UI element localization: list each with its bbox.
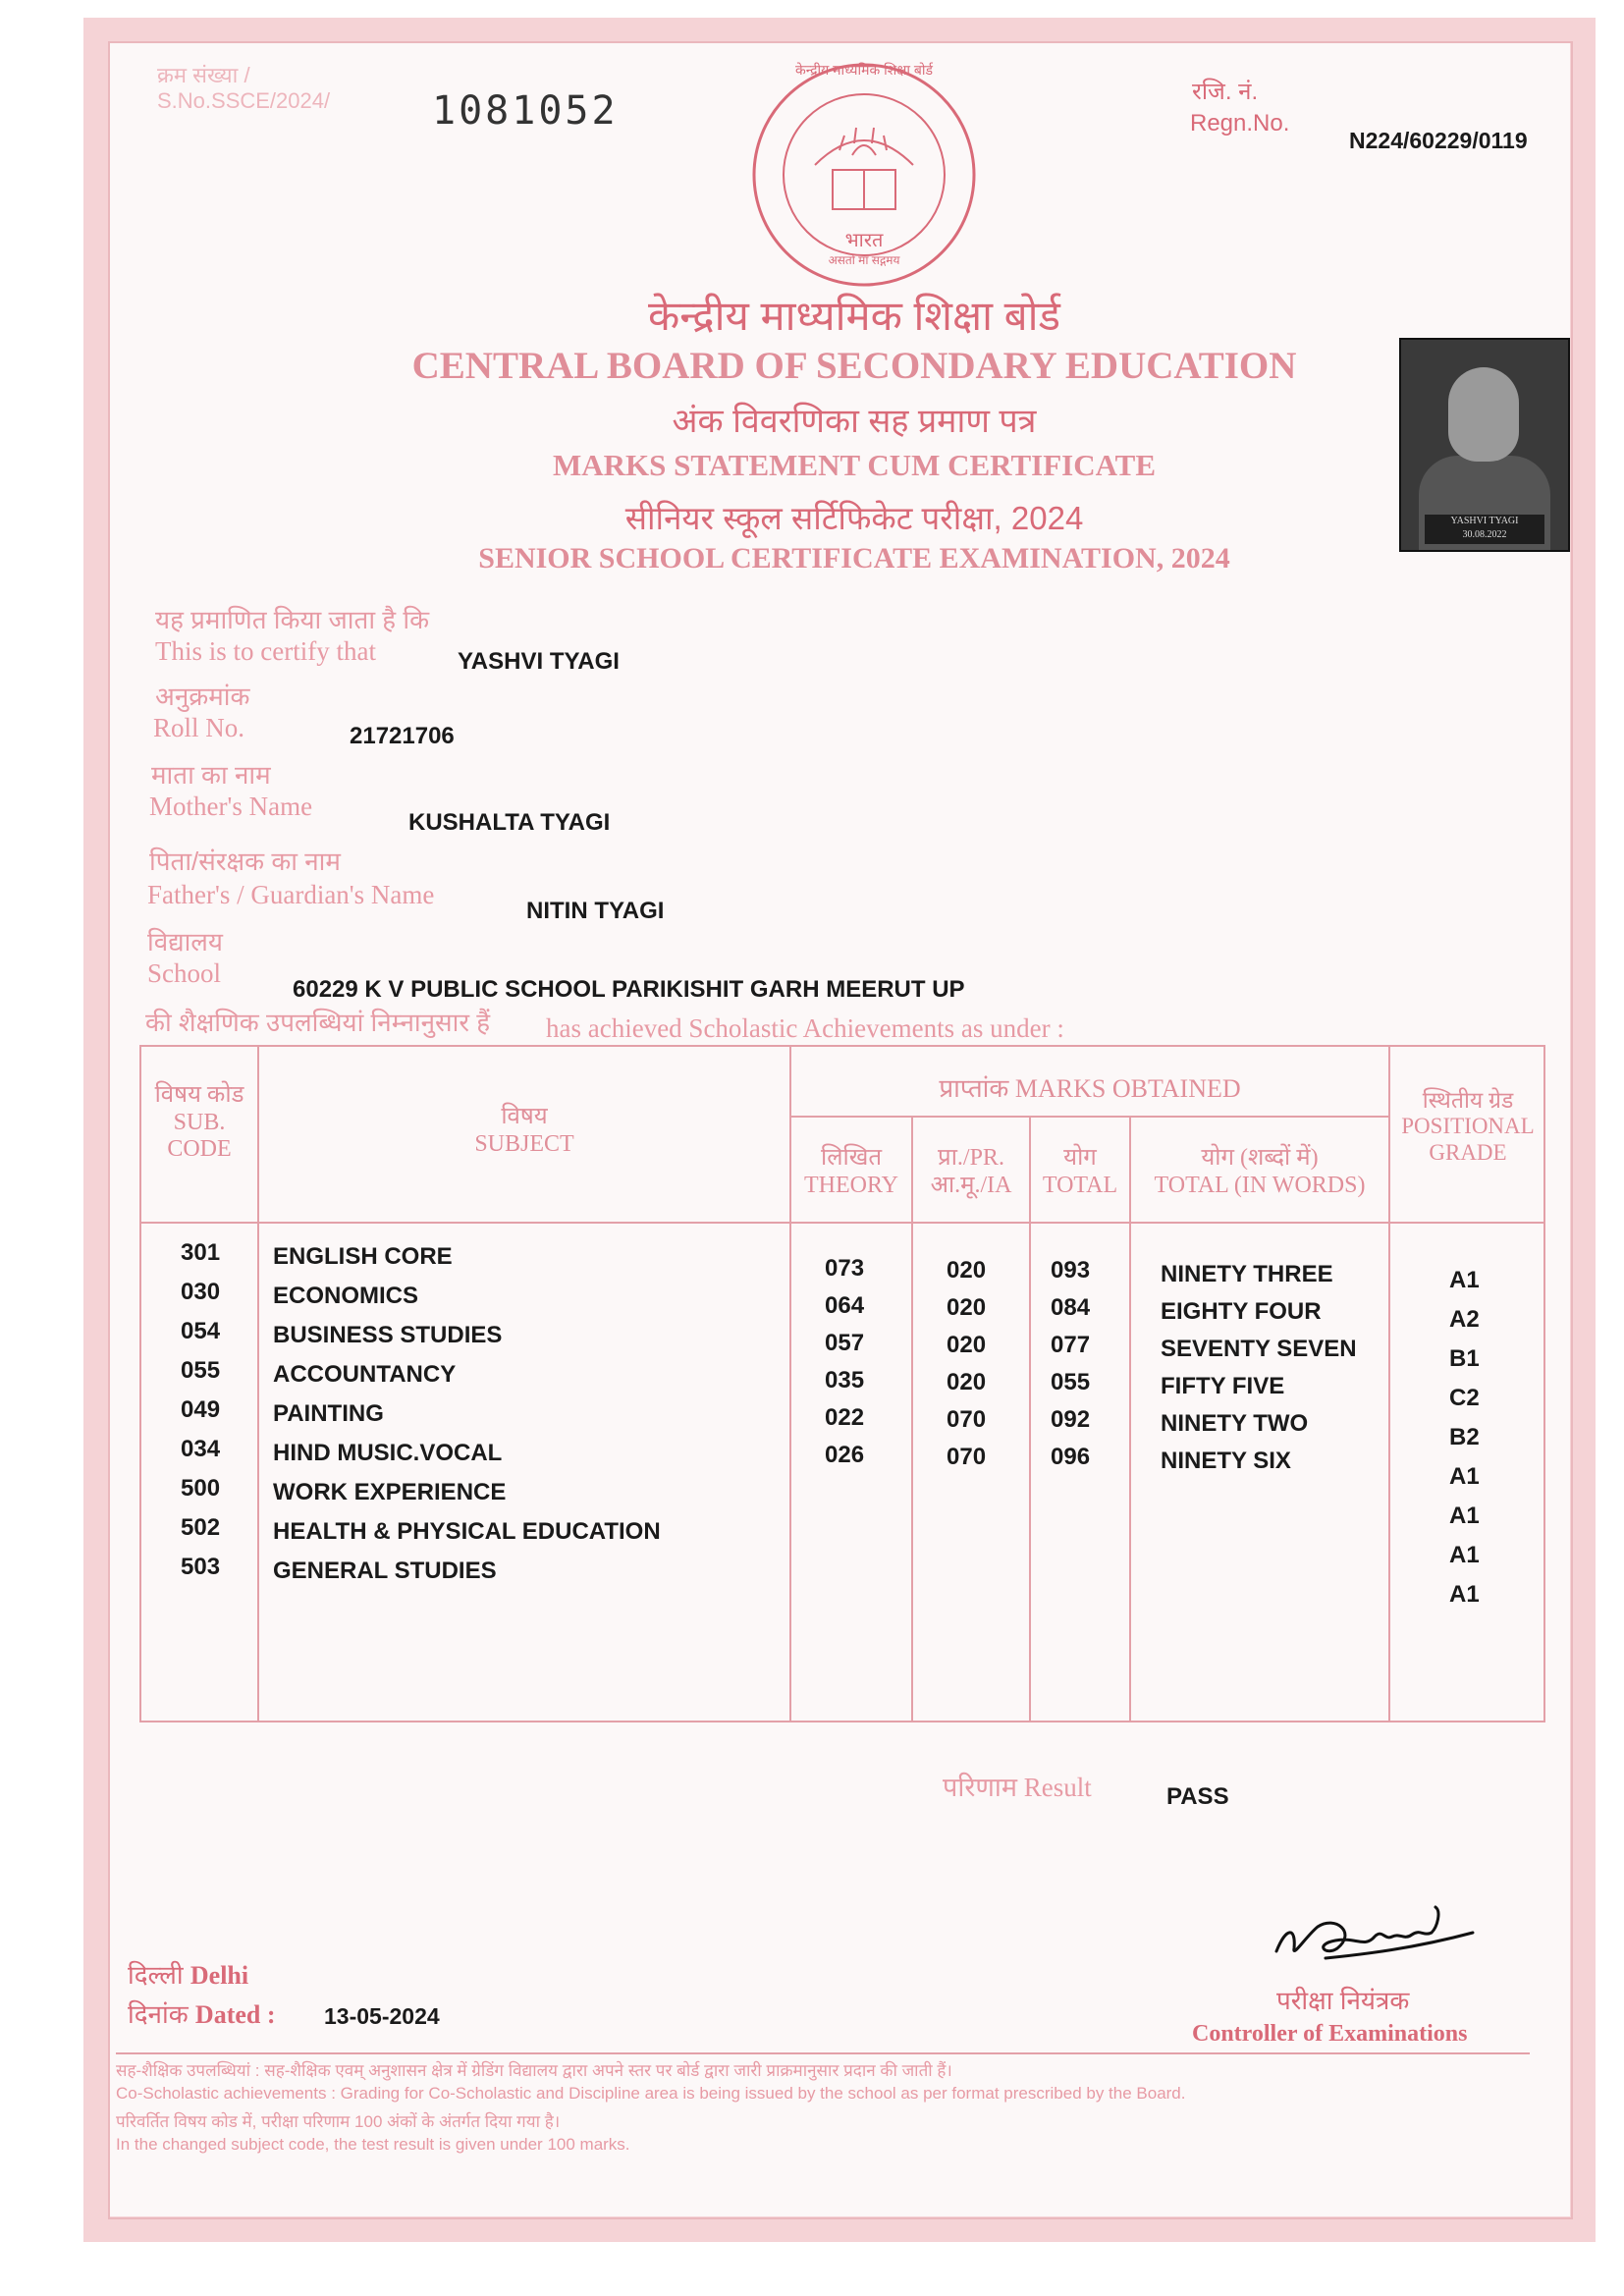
mother-name: KUSHALTA TYAGI (408, 809, 611, 836)
row-code-cell: 054 (181, 1318, 221, 1344)
row-pr-cell: 020 (947, 1369, 987, 1395)
serial-label: क्रम संख्या / S.No.SSCE/2024/ (157, 63, 331, 113)
controller-label-en: Controller of Examinations (1192, 2021, 1468, 2047)
photo-face-shape (1448, 367, 1519, 462)
row-subject-cell: WORK EXPERIENCE (273, 1479, 507, 1505)
seal-arc-text: केन्द्रीय माध्यमिक शिक्षा बोर्ड (795, 62, 933, 78)
row-code-cell: 500 (181, 1475, 221, 1502)
father-name: NITIN TYAGI (526, 898, 665, 924)
row-code-cell: 034 (181, 1436, 221, 1462)
row-subject-cell: GENERAL STUDIES (273, 1558, 497, 1584)
board-title-en: CENTRAL BOARD OF SECONDARY EDUCATION (411, 345, 1297, 387)
cbse-seal-logo (746, 57, 982, 293)
row-code-cell: 049 (181, 1396, 221, 1423)
place-label: दिल्ली Delhi (128, 1960, 249, 1990)
exam-title-hi: सीनियर स्कूल सर्टिफिकेट परीक्षा, 2024 (624, 500, 1084, 536)
roll-number: 21721706 (350, 723, 455, 749)
row-grade-cell: A2 (1449, 1306, 1480, 1333)
row-code-cell: 055 (181, 1357, 221, 1384)
row-theory-cell: 064 (825, 1292, 865, 1319)
row-theory-cell: 073 (825, 1255, 865, 1282)
seal-bottom-text: भारत (844, 230, 884, 251)
row-grade-cell: C2 (1449, 1385, 1480, 1411)
row-total-cell: 084 (1051, 1294, 1091, 1321)
th-total-words: योग (शब्दों में) TOTAL (IN WORDS) (1154, 1145, 1366, 1198)
row-pr-cell: 070 (947, 1406, 987, 1433)
seal-motto: असतो मा सद्गमय (828, 253, 900, 267)
student-name: YASHVI TYAGI (458, 648, 620, 675)
row-subject-cell: HEALTH & PHYSICAL EDUCATION (273, 1518, 661, 1545)
table-header-divider (139, 1222, 1545, 1224)
doc-title-hi: अंक विवरणिका सह प्रमाण पत्र (672, 403, 1037, 440)
note-1-en: Co-Scholastic achievements : Grading for Co-Scholastic and Discipline area is being issued by the school as per format prescribed by the Board. (116, 2084, 1186, 2103)
father-label-hi: पिता/संरक्षक का नाम (149, 847, 341, 876)
doc-title-en: MARKS STATEMENT CUM CERTIFICATE (552, 448, 1157, 482)
mother-label-hi: माता का नाम (151, 760, 271, 790)
row-theory-cell: 026 (825, 1442, 865, 1468)
roll-label-hi: अनुक्रमांक (155, 682, 250, 711)
row-total-cell: 077 (1051, 1332, 1091, 1358)
row-pr-cell: 020 (947, 1257, 987, 1284)
photo-caption-name: YASHVI TYAGI (1450, 516, 1519, 526)
photo-caption (1425, 515, 1544, 544)
row-code-cell: 502 (181, 1514, 221, 1541)
row-theory-cell: 057 (825, 1330, 865, 1356)
row-subject-cell: PAINTING (273, 1400, 384, 1427)
table-col-line (1129, 1116, 1131, 1722)
certify-label-hi: यह प्रमाणित किया जाता है कि (155, 605, 430, 634)
th-total: योग TOTAL (1042, 1145, 1118, 1198)
row-grade-cell: A1 (1449, 1581, 1480, 1608)
row-grade-cell: A1 (1449, 1267, 1480, 1293)
serial-number: 1081052 (432, 88, 619, 134)
result-value: PASS (1166, 1783, 1229, 1810)
certify-label-en: This is to certify that (155, 636, 376, 666)
row-code-cell: 503 (181, 1554, 221, 1580)
photo-caption-date: 30.08.2022 (1462, 529, 1507, 540)
row-subject-cell: ACCOUNTANCY (273, 1361, 457, 1388)
row-total-cell: 055 (1051, 1369, 1091, 1395)
row-subject-cell: ENGLISH CORE (273, 1243, 453, 1270)
result-label: परिणाम Result (943, 1773, 1092, 1802)
regn-number: N224/60229/0119 (1349, 128, 1528, 153)
row-code-cell: 030 (181, 1279, 221, 1305)
row-total-cell: 092 (1051, 1406, 1091, 1433)
row-grade-cell: A1 (1449, 1542, 1480, 1568)
row-grade-cell: A1 (1449, 1503, 1480, 1529)
father-label-en: Father's / Guardian's Name (147, 880, 435, 909)
note-1-hi: सह-शैक्षिक उपलब्धियां : सह-शैक्षिक एवम् अनुशासन क्षेत्र में ग्रेडिंग विद्यालय द्वारा अपने स्तर पर बोर्ड द्वारा जारी प्राक्रमानुसार प्रदान की जाती हैं। (116, 2061, 952, 2080)
achieved-label-hi: की शैक्षणिक उपलब्धियां निम्नानुसार हैं (145, 1008, 491, 1037)
achieved-label-en: has achieved Scholastic Achievements as under : (546, 1013, 1064, 1043)
controller-signature (1267, 1897, 1483, 1976)
student-photo (1399, 338, 1570, 552)
row-words-cell: FIFTY FIVE (1161, 1373, 1285, 1399)
row-total-cell: 096 (1051, 1444, 1091, 1470)
row-code-cell: 301 (181, 1239, 221, 1266)
row-grade-cell: B2 (1449, 1424, 1480, 1450)
note-2-en: In the changed subject code, the test result is given under 100 marks. (116, 2135, 630, 2154)
th-positional-grade: स्थितीय ग्रेड POSITIONAL GRADE (1401, 1088, 1535, 1165)
school-label-hi: विद्यालय (147, 927, 224, 957)
th-subject: विषय SUBJECT (474, 1104, 574, 1157)
table-col-line (911, 1116, 913, 1722)
mother-label-en: Mother's Name (149, 792, 313, 821)
row-total-cell: 093 (1051, 1257, 1091, 1284)
exam-title-en: SENIOR SCHOOL CERTIFICATE EXAMINATION, 2024 (478, 542, 1230, 574)
row-words-cell: EIGHTY FOUR (1161, 1298, 1322, 1325)
note-2-hi: परिवर्तित विषय कोड में, परीक्षा परिणाम 100 अंकों के अंतर्गत दिया गया है। (116, 2112, 561, 2131)
row-theory-cell: 035 (825, 1367, 865, 1394)
board-title-hi: केन्द्रीय माध्यमिक शिक्षा बोर्ड (648, 293, 1060, 339)
school-label-en: School (147, 958, 222, 988)
row-pr-cell: 020 (947, 1294, 987, 1321)
row-grade-cell: B1 (1449, 1345, 1480, 1372)
issue-date: 13-05-2024 (324, 2003, 440, 2029)
th-sub-code: विषय कोड SUB. CODE (154, 1082, 244, 1163)
roll-label-en: Roll No. (153, 713, 245, 742)
controller-label-hi: परीक्षा नियंत्रक (1276, 1986, 1410, 2015)
footer-divider (116, 2052, 1530, 2054)
th-practical: प्रा./PR. आ.मू./IA (930, 1145, 1012, 1198)
row-grade-cell: A1 (1449, 1463, 1480, 1490)
th-theory: लिखित THEORY (804, 1145, 898, 1198)
row-words-cell: NINETY THREE (1161, 1261, 1333, 1287)
row-subject-cell: HIND MUSIC.VOCAL (273, 1440, 503, 1466)
row-subject-cell: BUSINESS STUDIES (273, 1322, 503, 1348)
row-pr-cell: 020 (947, 1332, 987, 1358)
row-subject-cell: ECONOMICS (273, 1283, 419, 1309)
regn-label-en: Regn.No. (1190, 110, 1290, 137)
regn-label-hi: रजि. नं. (1192, 79, 1259, 105)
dated-label: दिनांक Dated : (128, 1999, 276, 2029)
row-pr-cell: 070 (947, 1444, 987, 1470)
th-marks-obtained: प्राप्तांक MARKS OBTAINED (939, 1074, 1241, 1103)
row-theory-cell: 022 (825, 1404, 865, 1431)
row-words-cell: SEVENTY SEVEN (1161, 1336, 1357, 1362)
school-name: 60229 K V PUBLIC SCHOOL PARIKISHIT GARH MEERUT UP (293, 976, 965, 1003)
row-words-cell: NINETY SIX (1161, 1448, 1291, 1474)
table-col-line (1029, 1116, 1031, 1722)
row-words-cell: NINETY TWO (1161, 1410, 1309, 1437)
marks-subheader-line (789, 1116, 1388, 1118)
